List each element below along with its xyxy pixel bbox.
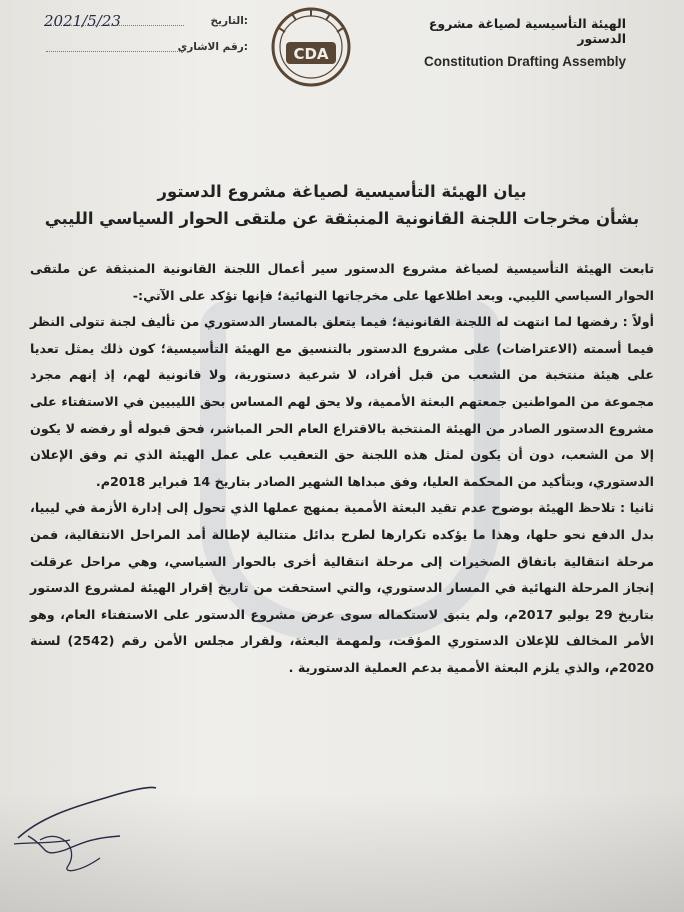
- point-two-paragraph: ثانيا : تلاحظ الهيئة بوضوح عدم تقيد البعثة الأممية بمنهج عملها الذي تحول إلى إدارة الأزمة في ليبيا، بدل الدفع نحو حلها، وهذا ما يؤكده تكرارها لطرح بدائل متتالية لإطالة أمد المراحل الانتقالية، فمن مرحلة انتقالية باتفاق الصخيرات إلى مرحلة انتقالية أخرى بالحوار السياسي، وهي مراحل عرقلت إنجاز المرحلة النهائية في المسار الدستوري، والتي استحقت من تاريخ إقرار الهيئة لمشروع الدستور بتاريخ 29 يوليو 2017م، ولم يتبق لاستكماله سوى عرض مشروع الدستور على الاستفتاء العام، وهو الأمر المخالف للإعلان الدستوري المؤقت، ولمهمة البعثة، ولقرار مجلس الأمن رقم (2542) لسنة 2020م، والذي يلزم البعثة الأممية بدعم العملية الدستورية .: [30, 500, 654, 675]
- date-value: 2021/5/23: [44, 12, 121, 30]
- date-label: :التاريخ: [210, 15, 248, 27]
- intro-paragraph: تابعت الهيئة التأسيسية لصياغة مشروع الدستور سير أعمال اللجنة القانونية المنبثقة عن ملتقى الحوار السياسي الليبي. وبعد اطلاعها على مخرجاتها النهائية؛ فإنها تؤكد على الآتي:-: [30, 261, 654, 303]
- handwritten-signature: [10, 778, 160, 888]
- title-line-1: بيان الهيئة التأسيسية لصياغة مشروع الدستور: [157, 182, 527, 201]
- statement-title: [40, 178, 644, 232]
- statement-body: [30, 256, 654, 682]
- org-name-arabic: الهيئة التأسيسية لصياغة مشروع الدستور: [428, 16, 626, 46]
- date-reference-block: [38, 8, 248, 60]
- org-name-english: Constitution Drafting Assembly: [423, 54, 626, 69]
- title-line-2: بشأن مخرجات اللجنة القانونية المنبثقة عن ملتقى الحوار السياسي الليبي: [44, 209, 640, 228]
- assembly-logo: [270, 6, 352, 88]
- reference-label: :رقم الاشاري: [177, 41, 248, 53]
- logo-lettering: CDA: [293, 45, 329, 63]
- point-one-paragraph: أولاً : رفضها لما انتهت له اللجنة القانونية؛ فيما يتعلق بالمسار الدستوري من تأليف لجنة تتولى النظر فيما أسمته (الاعتراضات) على مشروع الدستور بالتنسيق مع الهيئة التأسيسية؛ كون ذلك يمثل تعديا على هيئة منتخبة من الشعب من قبل أفراد، لا شرعية دستورية، ولا قانونية لهم، إذ إنهم مجرد مجموعة من المواطنين جمعتهم البعثة الأممية، ولا يحق لهم المساس بحق الليبيين في الاستفتاء على مشروع الدستور الصادر من الهيئة المنتخبة بالاقتراع العام الحر المباشر، فحق قبوله أو رفضه لا يكون إلا من الشعب، دون أن يكون لمثل هذه اللجنة حق التعقيب على عمل الهيئة الذي تم وفق الإعلان الدستوري، وبتأكيد من المحكمة العليا، وفق مبداها الشهير الصادر بتاريخ 14 فبراير 2018م.: [30, 314, 654, 489]
